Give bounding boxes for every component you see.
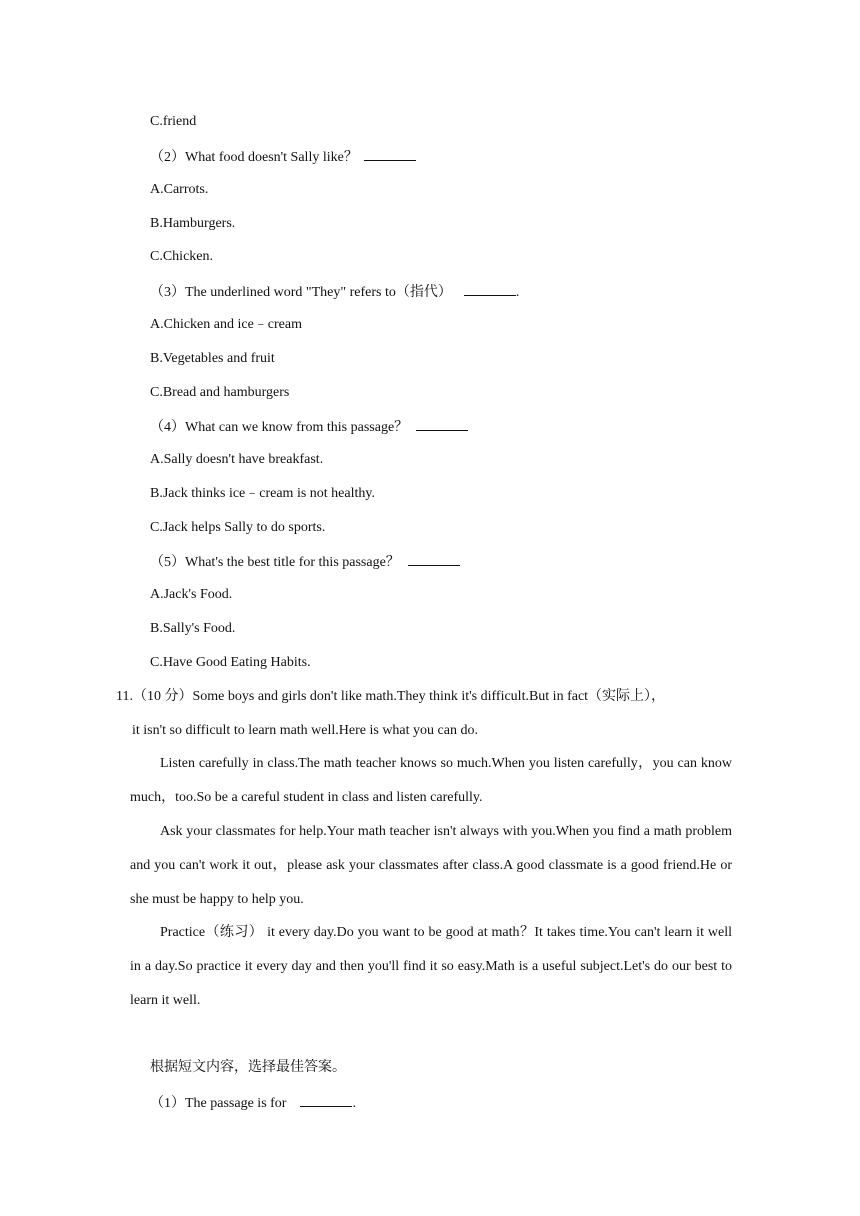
answer-blank[interactable] bbox=[408, 551, 460, 566]
question-11-header-line1: 11.（10 分）Some boys and girls don't like math.They think it's difficult.But in fact（实际上）， bbox=[116, 689, 666, 704]
question-2 bbox=[150, 146, 416, 168]
question-3-option-a: A.Chicken and ice﹣cream bbox=[150, 317, 302, 332]
question-4 bbox=[150, 416, 468, 438]
option-c-friend: C.friend bbox=[150, 114, 197, 129]
passage-paragraph-1: Listen carefully in class.The math teacher knows so much.When you listen carefully，you can know much，too.So be a careful student in class and listen carefully. bbox=[130, 756, 732, 805]
question-5-option-b: B.Sally's Food. bbox=[150, 621, 236, 636]
question-4-option-b: B.Jack thinks ice﹣cream is not healthy. bbox=[150, 486, 375, 501]
question-5-option-a: A.Jack's Food. bbox=[150, 587, 233, 602]
question-3 bbox=[150, 281, 519, 303]
question-11-1-tail: . bbox=[352, 1096, 356, 1111]
question-2-option-a: A.Carrots. bbox=[150, 182, 209, 197]
instruction: 根据短文内容，选择最佳答案。 bbox=[150, 1060, 346, 1075]
answer-blank[interactable] bbox=[300, 1092, 352, 1107]
question-5 bbox=[150, 551, 460, 573]
question-4-option-c: C.Jack helps Sally to do sports. bbox=[150, 520, 326, 535]
question-5-stem: （5）What's the best title for this passage？ bbox=[150, 555, 400, 570]
question-3-option-c: C.Bread and hamburgers bbox=[150, 385, 290, 400]
question-2-option-c: C.Chicken. bbox=[150, 249, 213, 264]
answer-blank[interactable] bbox=[416, 416, 468, 431]
question-3-stem: （3）The underlined word "They" refers to（指代） bbox=[150, 285, 452, 300]
question-3-option-b: B.Vegetables and fruit bbox=[150, 351, 275, 366]
answer-blank[interactable] bbox=[364, 146, 416, 161]
passage-paragraph-2: Ask your classmates for help.Your math teacher isn't always with you.When you find a math problem and you can't work it out，please ask your classmates after class.A good classmate is a good friend.He or she must be happy to help you. bbox=[130, 824, 732, 907]
answer-blank[interactable] bbox=[464, 281, 516, 296]
question-4-stem: （4）What can we know from this passage？ bbox=[150, 420, 409, 435]
question-5-option-c: C.Have Good Eating Habits. bbox=[150, 655, 311, 670]
question-11-header-line2: it isn't so difficult to learn math well.Here is what you can do. bbox=[132, 723, 478, 738]
question-11-1 bbox=[150, 1092, 356, 1114]
question-2-stem: （2）What food doesn't Sally like？ bbox=[150, 150, 358, 165]
question-2-option-b: B.Hamburgers. bbox=[150, 216, 236, 231]
question-4-option-a: A.Sally doesn't have breakfast. bbox=[150, 452, 324, 467]
question-11-1-stem: （1）The passage is for bbox=[150, 1096, 287, 1111]
question-11-header bbox=[116, 680, 732, 748]
question-3-tail: . bbox=[515, 285, 520, 300]
passage-paragraph-3: Practice（练习） it every day.Do you want to be good at math？It takes time.You can't learn it well in a day.So practice it every day and then you'll find it so easy.Math is a useful subject.Let's do our best to learn it well. bbox=[130, 925, 732, 1008]
